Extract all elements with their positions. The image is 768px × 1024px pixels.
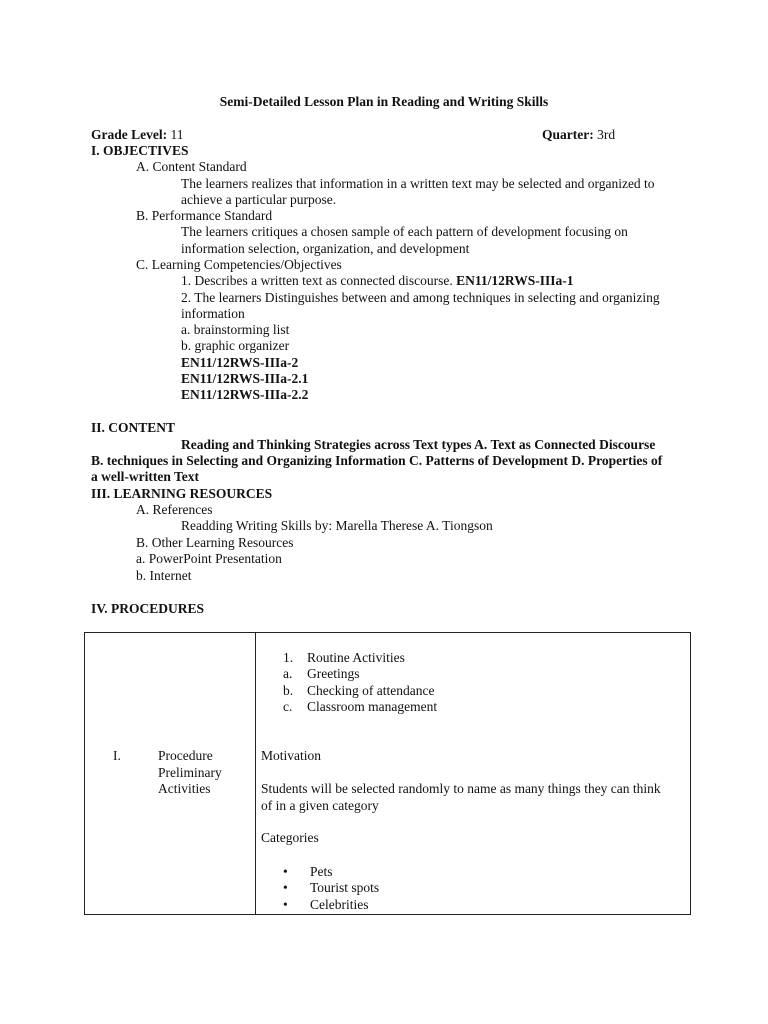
performance-standard-text-2: information selection, organization, and development [181,241,470,256]
competency-2-item-a: a. brainstorming list [181,322,290,337]
content-heading: II. CONTENT [91,420,176,435]
other-resource-item: a. PowerPoint Presentation [136,551,282,566]
content-standard-heading: A. Content Standard [136,159,247,174]
other-resource-item: b. Internet [136,568,192,583]
content-line-2: B. techniques in Selecting and Organizing Information C. Patterns of Development D. Properties of [91,453,663,468]
competency-2-item-b: b. graphic organizer [181,338,290,353]
bullet-icon: • [283,897,288,912]
page-title: Semi-Detailed Lesson Plan in Reading and Writing Skills [219,94,549,109]
table-row [85,633,691,915]
motivation-label: Motivation [261,748,321,763]
list-item: 1. Routine Activities [283,650,405,665]
performance-standard-text-1: The learners critiques a chosen sample of each pattern of development focusing on [181,224,628,239]
quarter-label: Quarter: [542,127,594,142]
references-heading: A. References [136,502,213,517]
grade-level [91,127,183,144]
procedure-label-line: Procedure [158,748,213,763]
competency-1-code: EN11/12RWS-IIIa-1 [456,273,574,288]
motivation-instruction-2: of in a given category [261,798,379,813]
procedure-label-cell [85,633,256,915]
competencies-heading: C. Learning Competencies/Objectives [136,257,342,272]
quarter-value: 3rd [593,127,616,142]
competency-1-text: 1. Describes a written text as connected discourse. [181,273,457,288]
competency-code: EN11/12RWS-IIIa-2.2 [181,387,309,402]
procedure-detail-cell [256,633,691,915]
bullet-icon: • [283,864,288,879]
resources-heading: III. LEARNING RESOURCES [91,486,273,501]
motivation-instruction-1: Students will be selected randomly to name as many things they can think [261,781,661,796]
list-item: c. Classroom management [283,699,438,714]
procedure-label-line: Activities [158,781,211,796]
objectives-heading: I. OBJECTIVES [91,143,189,158]
performance-standard-heading: B. Performance Standard [136,208,273,223]
content-line-1: Reading and Thinking Strategies across Text types A. Text as Connected Discourse [181,437,656,452]
content-line-3: a well-written Text [91,469,199,484]
list-item: a. Greetings [283,666,360,681]
competency-2-text-2: information [181,306,245,321]
competency-code: EN11/12RWS-IIIa-2.1 [181,371,309,386]
procedures-heading: IV. PROCEDURES [91,601,205,616]
reference-text: Readding Writing Skills by: Marella Therese A. Tiongson [181,518,493,533]
competency-code: EN11/12RWS-IIIa-2 [181,355,299,370]
procedure-label-line: Preliminary [158,765,222,780]
list-item: b. Checking of attendance [283,683,435,698]
quarter [542,127,615,144]
categories-label: Categories [261,830,319,845]
content-standard-text-1: The learners realizes that information in a written text may be selected and organized to [181,176,655,191]
competency-2-text-1: 2. The learners Distinguishes between and among techniques in selecting and organizing [181,290,660,305]
competency-1 [181,273,573,290]
procedure-roman: I. [113,748,121,763]
grade-level-label: Grade Level: [91,127,168,142]
content-standard-text-2: achieve a particular purpose. [181,192,337,207]
grade-level-value: 11 [167,127,184,142]
bullet-icon: • [283,880,288,895]
list-item: • Pets [283,864,333,879]
procedures-table [84,632,691,915]
list-item: • Celebrities [283,897,369,912]
other-resources-heading: B. Other Learning Resources [136,535,294,550]
list-item: • Tourist spots [283,880,380,895]
